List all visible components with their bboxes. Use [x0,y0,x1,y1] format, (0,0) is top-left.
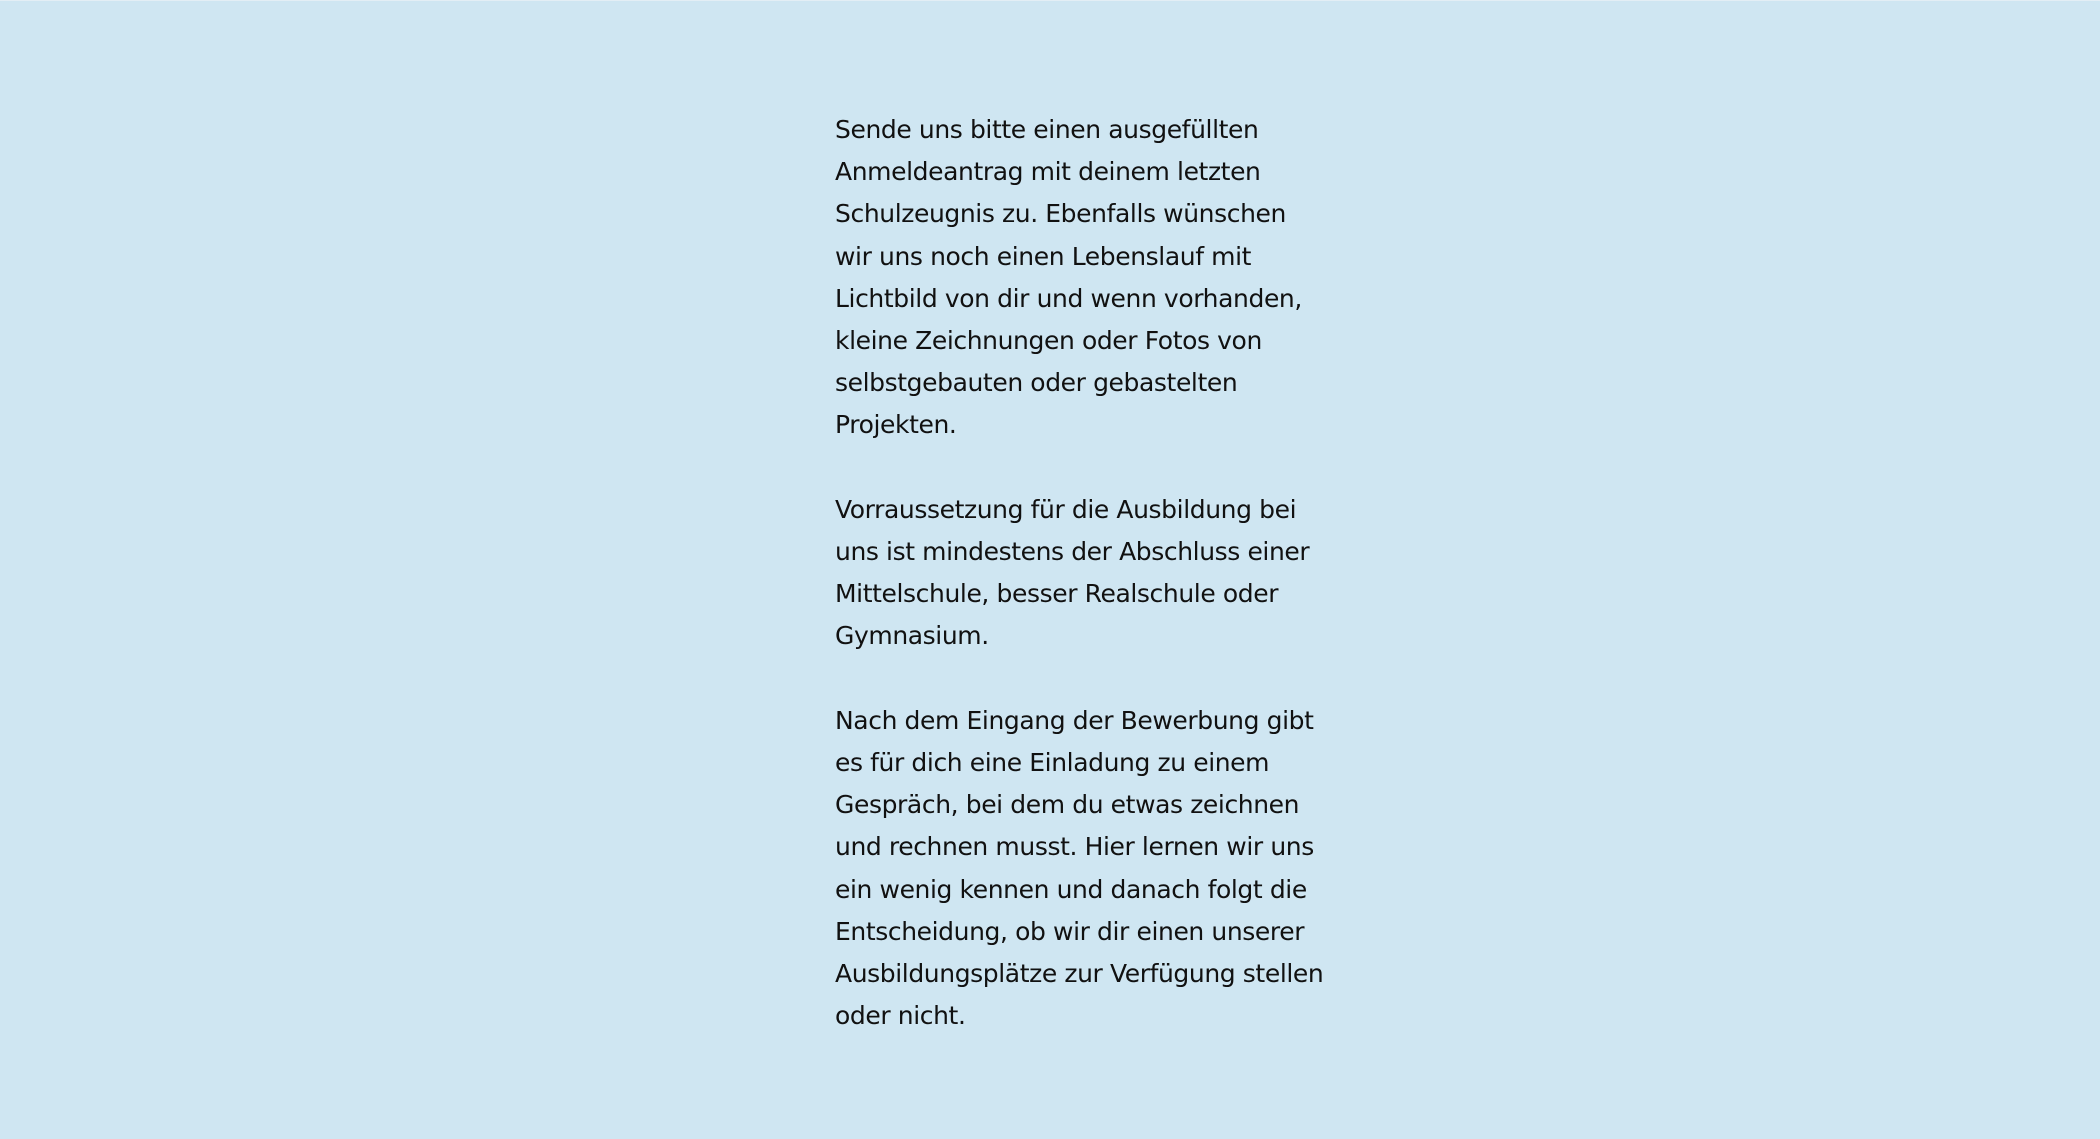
text-line: Sende uns bitte einen ausgefüllten [835,115,1259,144]
application-info-text [835,109,1323,1080]
text-line: uns ist mindestens der Abschluss einer [835,537,1310,567]
paragraph-application-documents [835,109,1323,447]
text-line: Entscheidung, ob wir dir einen unserer [835,916,1305,946]
text-line: Gymnasium. [835,621,989,651]
text-line: Anmeldeantrag mit deinem letzten [835,157,1261,187]
text-line: ein wenig kennen und danach folgt die [835,874,1307,904]
text-line: Ausbildungsplätze zur Verfügung stellen [835,959,1324,989]
paragraph-interview-process [835,700,1323,1038]
text-line: es für dich eine Einladung zu einem [835,748,1270,778]
text-line: selbstgebauten oder gebastelten [835,368,1238,398]
text-line: oder nicht. [835,1001,966,1031]
paragraph-requirements [835,489,1323,658]
text-line: Mittelschule, besser Realschule oder [835,579,1279,609]
text-line: wir uns noch einen Lebenslauf mit [835,241,1252,271]
text-line: Lichtbild von dir und wenn vorhanden, [835,283,1302,313]
text-line: und rechnen musst. Hier lernen wir uns [835,832,1314,862]
text-line: Vorraussetzung für die Ausbildung bei [835,494,1297,524]
text-line: kleine Zeichnungen oder Fotos von [835,326,1262,356]
text-line: Nach dem Eingang der Bewerbung gibt [835,705,1314,735]
text-line: Projekten. [835,410,957,440]
text-line: Gespräch, bei dem du etwas zeichnen [835,790,1300,820]
text-line: Schulzeugnis zu. Ebenfalls wünschen [835,199,1286,229]
